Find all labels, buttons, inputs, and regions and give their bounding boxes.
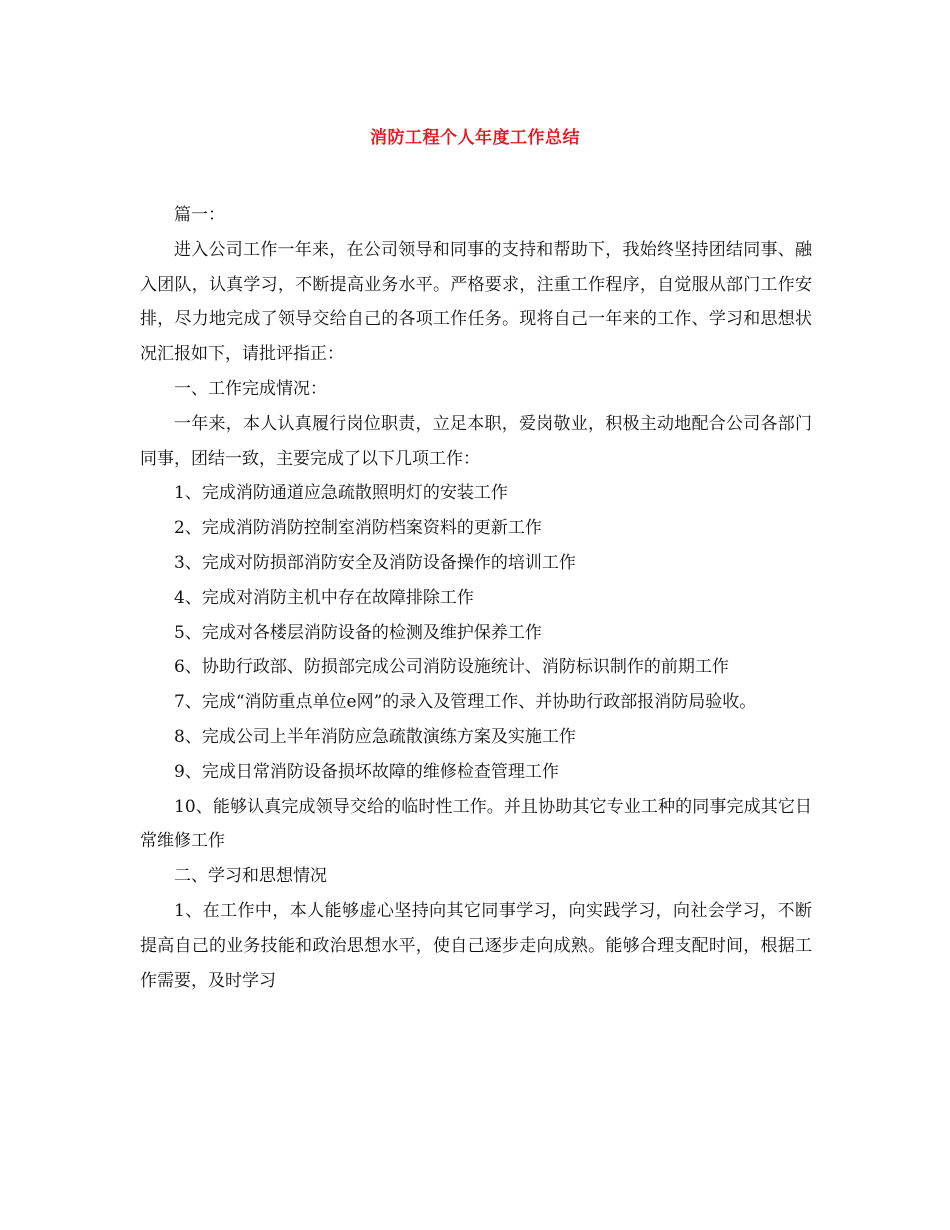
list-item-6: 6、协助行政部、防损部完成公司消防设施统计、消防标识制作的前期工作 (174, 657, 729, 678)
document-body (140, 198, 812, 998)
document-title: 消防工程个人年度工作总结 (370, 128, 580, 148)
list-item-8: 8、完成公司上半年消防应急疏散演练方案及实施工作 (174, 726, 576, 747)
list-item-2: 2、完成消防消防控制室消防档案资料的更新工作 (174, 518, 542, 539)
list-item-5: 5、完成对各楼层消防设备的检测及维护保养工作 (174, 622, 542, 643)
list-item-7: 7、完成“消防重点单位e网”的录入及管理工作、并协助行政部报消防局验收。 (174, 692, 757, 713)
paragraph-work-summary: 一年来，本人认真履行岗位职责，立足本职，爱岗敬业，积极主动地配合公司各部门同事，团结一致，主要完成了以下几项工作： (140, 413, 812, 469)
list-item-3: 3、完成对防损部消防安全及消防设备操作的培训工作 (174, 552, 576, 573)
heading-work-completion: 一、工作完成情况： (174, 378, 327, 399)
heading-study-and-thought: 二、学习和思想情况 (174, 866, 327, 887)
list-item-1: 1、完成消防通道应急疏散照明灯的安装工作 (174, 483, 508, 504)
paragraph-study-1: 1、在工作中，本人能够虚心坚持向其它同事学习，向实践学习，向社会学习，不断提高自己的业务技能和政治思想水平，使自己逐步走向成熟。能够合理支配时间，根据工作需要，及时学习 (140, 900, 812, 991)
paragraph-section-label: 篇一： (174, 205, 225, 225)
list-item-9: 9、完成日常消防设备损坏故障的维修检查管理工作 (174, 761, 559, 782)
list-item-4: 4、完成对消防主机中存在故障排除工作 (174, 587, 474, 608)
paragraph-intro: 进入公司工作一年来，在公司领导和同事的支持和帮助下，我始终坚持团结同事、融入团队，认真学习，不断提高业务水平。严格要求，注重工作程序，自觉服从部门工作安排，尽力地完成了领导交给自己的各项工作任务。现将自己一年来的工作、学习和思想状况汇报如下，请批评指正： (140, 239, 812, 365)
list-item-10: 10、能够认真完成领导交给的临时性工作。并且协助其它专业工种的同事完成其它日常维修工作 (140, 796, 812, 852)
